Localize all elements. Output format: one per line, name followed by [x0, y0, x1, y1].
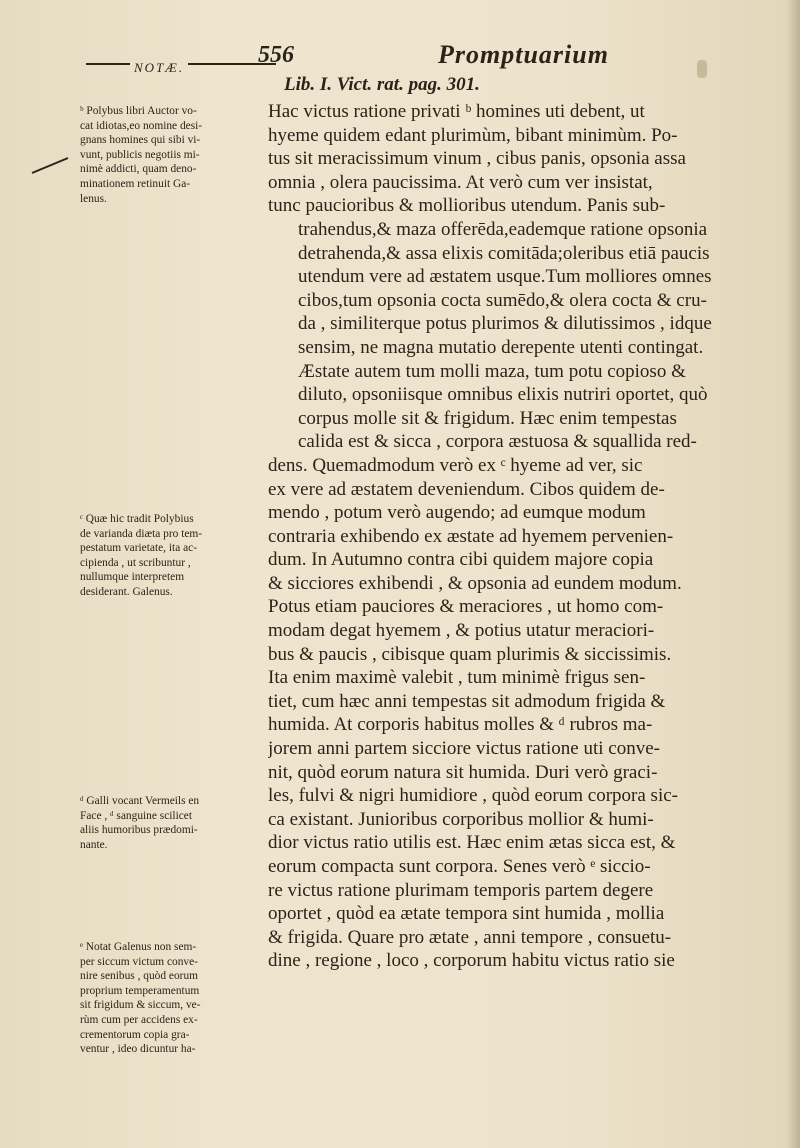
text-line: dens. Quemadmodum verò ex ᶜ hyeme ad ver, sic: [268, 454, 643, 476]
note-line: nante.: [80, 838, 108, 851]
note-line: ventur , ideo dicuntur ha-: [80, 1043, 196, 1056]
text-line: dum. In Autumno contra cibi quidem majore copia: [268, 549, 654, 571]
note-line: nimè addicti, quam deno-: [80, 163, 197, 176]
text-line: trahendus,& maza offerēda,eademque ratione opsonia: [298, 218, 708, 240]
text-line: re victus ratione plurimam temporis partem degere: [268, 879, 654, 901]
note-line: nire senibus , quòd eorum: [80, 970, 198, 983]
margin-note-d: [80, 794, 276, 852]
note-line: per siccum victum conve-: [80, 955, 198, 968]
ink-stroke-mark: [30, 155, 70, 175]
text-line: bus & paucis , cibisque quam plurimis & siccissimis.: [268, 643, 672, 665]
text-line: tiet, cum hæc anni tempestas sit admodum frigida &: [268, 690, 666, 712]
text-line: calida est & sicca , corpora æstuosa & squallida red-: [298, 431, 697, 453]
note-line: crementorum copia gra-: [80, 1028, 190, 1041]
text-line: cibos,tum opsonia cocta sumēdo,& olera cocta & cru-: [298, 289, 707, 311]
text-line: contraria exhibendo ex æstate ad hyemem pervenien-: [268, 525, 674, 547]
note-line: ᵈ Galli vocant Vermeils en: [80, 795, 200, 807]
page-binding-shadow: [786, 0, 800, 1148]
note-line: rùm cum per accidens ex-: [80, 1013, 198, 1026]
text-line: mendo , potum verò augendo; ad eumque modum: [268, 502, 646, 524]
text-line: dior victus ratio utilis est. Hæc enim ætas sicca est, &: [268, 832, 676, 854]
text-line: les, fulvi & nigri humidiore , quòd eorum corpora sic-: [268, 785, 678, 807]
margin-heading: NOTÆ.: [130, 60, 188, 76]
text-line: da , similiterque potus plurimos & dilutissimos , idque: [298, 313, 712, 335]
text-line: Potus etiam pauciores & meraciores , ut homo com-: [268, 596, 664, 618]
margin-note-e: [80, 940, 276, 1057]
text-line: detrahenda,& assa elixis comitāda;oleribus etiā paucis: [298, 242, 710, 264]
note-line: cipienda , ut scribuntur ,: [80, 556, 191, 569]
ink-blot: [697, 60, 707, 78]
margin-note-c: [80, 512, 276, 600]
text-line: tus sit meracissimum vinum , cibus panis, opsonia assa: [268, 148, 686, 170]
note-line: nullumque interpretem: [80, 571, 185, 584]
section-reference: Lib. I. Vict. rat. pag. 301.: [284, 74, 480, 95]
text-line: hyeme quidem edant plurimùm, bibant minimùm. Po-: [268, 124, 678, 146]
text-line: & frigida. Quare pro ætate , anni tempore , consuetu-: [268, 926, 672, 948]
note-line: desiderant. Galenus.: [80, 585, 173, 598]
note-line: gnans homines qui sibi vi-: [80, 134, 201, 147]
note-line: ᵉ Notat Galenus non sem-: [80, 941, 197, 953]
note-line: ᵇ Polybus libri Auctor vo-: [80, 105, 197, 117]
note-line: proprium temperamentum: [80, 984, 200, 997]
text-line: ex vere ad æstatem deveniendum. Cibos quidem de-: [268, 478, 665, 500]
text-line: jorem anni partem sicciore victus ratione uti conve-: [268, 738, 660, 760]
text-line: dine , regione , loco , corporum habitu victus ratio sie: [268, 950, 675, 972]
text-line: omnia , olera paucissima. At verò cum ver insistat,: [268, 171, 653, 193]
text-line: humida. At corporis habitus molles & ᵈ rubros ma-: [268, 714, 653, 736]
text-line: corpus molle sit & frigidum. Hæc enim tempestas: [298, 407, 677, 429]
note-line: Face , ᵈ sanguine scilicet: [80, 809, 193, 822]
note-line: pestatum varietate, ita ac-: [80, 542, 198, 555]
page-number: 556: [258, 42, 294, 68]
text-line: eorum compacta sunt corpora. Senes verò ᵉ siccio-: [268, 856, 651, 877]
text-line: Æstate autem tum molli maza, tum potu copioso &: [298, 360, 686, 382]
margin-note-b: [80, 104, 276, 206]
text-line: ca existant. Junioribus corporibus mollior & humi-: [268, 808, 654, 830]
running-title: Promptuarium: [438, 40, 609, 69]
note-line: ᶜ Quæ hic tradit Polybius: [80, 513, 194, 525]
text-line: sensim, ne magna mutatio derepente utenti contingat.: [298, 336, 704, 358]
note-line: minationem retinuit Ga-: [80, 177, 191, 190]
text-line: modam degat hyemem , & potius utatur meraciori-: [268, 620, 655, 642]
text-line: nit, quòd eorum natura sit humida. Duri verò graci-: [268, 761, 658, 783]
note-line: cat idiotas,eo nomine desi-: [80, 119, 203, 132]
text-line: & sicciores exhibendi , & opsonia ad eundem modum.: [268, 572, 682, 594]
text-line: oportet , quòd ea ætate tempora sint humida , mollia: [268, 903, 665, 925]
note-line: de varianda diæta pro tem-: [80, 527, 203, 540]
note-line: sit frigidum & siccum, ve-: [80, 999, 201, 1012]
text-line: Ita enim maximè valebit , tum minimè frigus sen-: [268, 667, 646, 689]
text-line: utendum vere ad æstatem usque.Tum molliores omnes: [298, 266, 712, 288]
note-line: aliis humoribus prædomi-: [80, 824, 198, 837]
main-text-column: [268, 100, 788, 973]
text-line: Hac victus ratione privati ᵇ homines uti debent, ut: [268, 101, 645, 122]
note-line: vunt, publicis negotiis mi-: [80, 148, 200, 161]
note-line: lenus.: [80, 192, 107, 205]
text-line: tunc paucioribus & mollioribus utendum. Panis sub-: [268, 195, 666, 217]
text-line: diluto, opsoniisque omnibus elixis nutriri oportet, quò: [298, 384, 708, 406]
